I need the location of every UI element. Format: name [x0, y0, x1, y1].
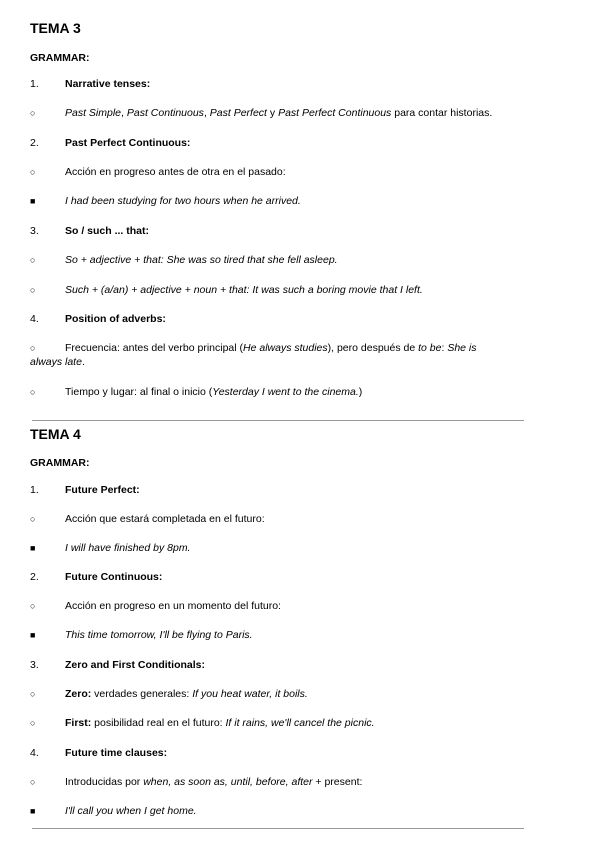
- bullet-text: Such + (a/an) + adjective + noun + that: It was such a boring movie that I left.: [65, 284, 423, 296]
- section-number: 1.: [30, 484, 39, 496]
- bullet-text: posibilidad real en el futuro:: [91, 717, 226, 729]
- term: when, as soon as, until, before, after: [143, 776, 313, 788]
- section-heading: Future Continuous:: [65, 571, 163, 583]
- bullet-text: Acción en progreso antes de otra en el pasado:: [65, 166, 286, 178]
- circle-bullet-icon: ○: [30, 285, 36, 295]
- separator: ): [358, 386, 363, 398]
- separator: y: [266, 107, 279, 119]
- circle-bullet-icon: ○: [30, 718, 36, 728]
- section-heading: Narrative tenses:: [65, 78, 151, 90]
- example-text: This time tomorrow, I'll be flying to Paris.: [65, 629, 253, 641]
- circle-bullet-icon: ○: [30, 108, 36, 118]
- bullet-text: Acción en progreso en un momento del futuro:: [65, 600, 281, 612]
- bullet-text: verdades generales:: [91, 688, 193, 700]
- example-text: She is: [447, 342, 477, 354]
- section-number: 1.: [30, 78, 39, 90]
- section-number: 4.: [30, 747, 39, 759]
- example-text: always late: [30, 356, 82, 368]
- tema4-title: TEMA 4: [30, 426, 81, 442]
- example-text: If it rains, we'll cancel the picnic.: [225, 717, 375, 729]
- bullet-text: Frecuencia: antes del verbo principal (: [65, 342, 244, 354]
- example-text: I'll call you when I get home.: [65, 805, 197, 817]
- term: Past Perfect: [209, 107, 267, 119]
- example-text: I will have finished by 8pm.: [65, 542, 191, 554]
- section-heading: Position of adverbs:: [65, 313, 166, 325]
- circle-bullet-icon: ○: [30, 689, 36, 699]
- bullet-text: Acción que estará completada en el futuro:: [65, 513, 265, 525]
- square-bullet-icon: ■: [30, 806, 36, 816]
- example-text: He always studies: [243, 342, 328, 354]
- circle-bullet-icon: ○: [30, 255, 36, 265]
- circle-bullet-icon: ○: [30, 777, 36, 787]
- section-number: 2.: [30, 137, 39, 149]
- bullet-text: So + adjective + that: She was so tired that she fell asleep.: [65, 254, 338, 266]
- separator: ,: [203, 107, 210, 119]
- bullet-text: + present:: [312, 776, 363, 788]
- bullet-text: ), pero después de: [327, 342, 419, 354]
- section-number: 3.: [30, 659, 39, 671]
- circle-bullet-icon: ○: [30, 387, 36, 397]
- example-text: If you heat water, it boils.: [192, 688, 308, 700]
- section-number: 2.: [30, 571, 39, 583]
- separator: :: [441, 342, 448, 354]
- bullet-text: para contar historias.: [391, 107, 493, 119]
- square-bullet-icon: ■: [30, 543, 36, 553]
- section-heading: So / such ... that:: [65, 225, 150, 237]
- square-bullet-icon: ■: [30, 196, 36, 206]
- bullet-text: Introducidas por: [65, 776, 144, 788]
- term: to be: [418, 342, 442, 354]
- circle-bullet-icon: ○: [30, 343, 36, 353]
- bullet-text: Tiempo y lugar: al final o inicio (: [65, 386, 213, 398]
- circle-bullet-icon: ○: [30, 167, 36, 177]
- tema3-s4-bullet1-continued: [30, 356, 550, 369]
- section-heading: Past Perfect Continuous:: [65, 137, 191, 149]
- term: Past Perfect Continuous: [278, 107, 392, 119]
- tema3-title: TEMA 3: [30, 20, 81, 36]
- section-heading: Future time clauses:: [65, 747, 168, 759]
- bullet-label: First:: [65, 717, 92, 729]
- circle-bullet-icon: ○: [30, 601, 36, 611]
- section-heading: Zero and First Conditionals:: [65, 659, 206, 671]
- term: Past Continuous: [126, 107, 204, 119]
- tema3-grammar-label: GRAMMAR:: [30, 52, 90, 64]
- bullet-label: Zero:: [65, 688, 92, 700]
- section-divider: [32, 828, 524, 829]
- term: Past Simple: [65, 107, 122, 119]
- square-bullet-icon: ■: [30, 630, 36, 640]
- separator: .: [81, 356, 85, 368]
- section-number: 3.: [30, 225, 39, 237]
- section-heading: Future Perfect:: [65, 484, 140, 496]
- separator: ,: [121, 107, 127, 119]
- section-number: 4.: [30, 313, 39, 325]
- example-text: I had been studying for two hours when he arrived.: [65, 195, 301, 207]
- tema4-grammar-label: GRAMMAR:: [30, 457, 90, 469]
- example-text: Yesterday I went to the cinema.: [212, 386, 359, 398]
- section-divider: [32, 420, 524, 421]
- circle-bullet-icon: ○: [30, 514, 36, 524]
